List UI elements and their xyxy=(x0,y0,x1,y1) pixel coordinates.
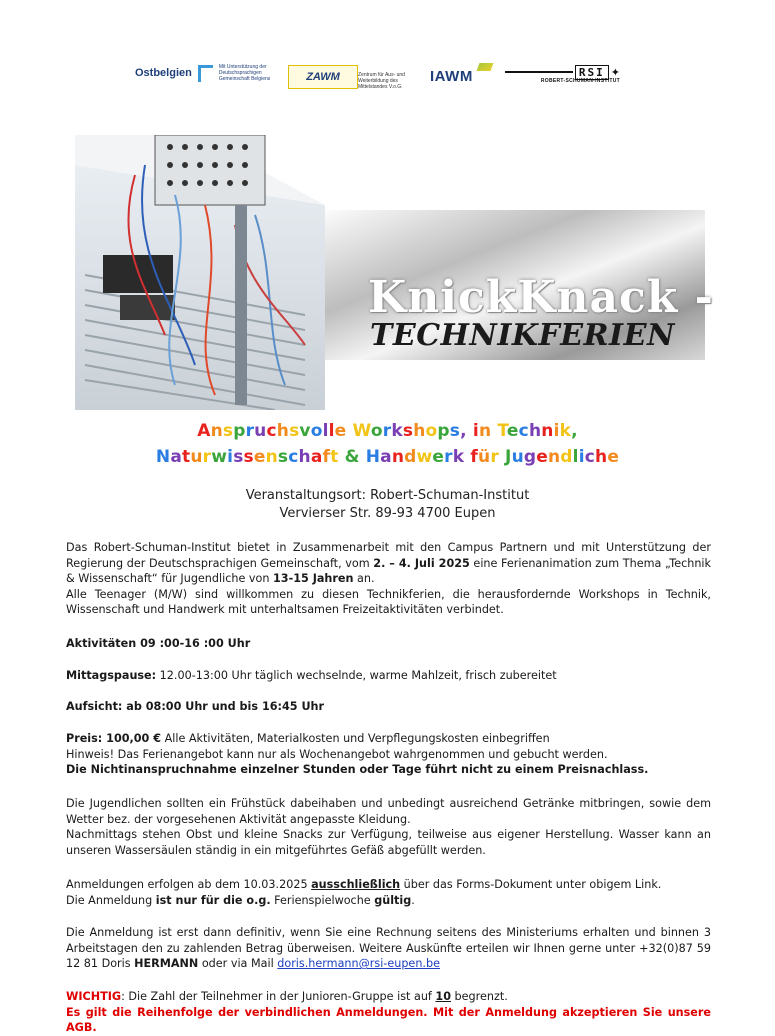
contact-email-link[interactable]: doris.hermann@rsi-eupen.be xyxy=(277,957,440,971)
headline-letter: l xyxy=(572,447,579,467)
headline-letter: c xyxy=(518,421,529,441)
price-label: Preis: 100,00 € xyxy=(66,732,162,745)
intro-text-b: eine Ferienanimation zum Thema „Technik & Wissenschaft“ für Jugendliche von xyxy=(66,556,711,586)
headline-letter: s xyxy=(402,421,414,441)
zawm-logo xyxy=(288,65,358,89)
lunch-label: Mittagspause: xyxy=(66,669,157,682)
headline-line-1 xyxy=(0,421,775,441)
headline-letter: t xyxy=(182,447,191,467)
intro-text-welcome: Alle Teenager (M/W) sind willkommen zu diesen Technikferien, die herausfordernde Workshops in Technik, Wissenschaft und Handwerk mit unterhaltsamen Freizeitaktivitäten verbindet. xyxy=(66,587,711,617)
headline-letter: , xyxy=(571,421,578,441)
registration-text-c: Die Anmeldung xyxy=(66,893,156,907)
headline-letter: t xyxy=(330,447,339,467)
headline-letter: h xyxy=(276,421,290,441)
registration-exclusive: ausschließlich xyxy=(311,878,401,891)
headline-letter: h xyxy=(298,447,311,467)
headline-letter: h xyxy=(413,421,426,441)
headline-letter: r xyxy=(245,421,255,441)
registration-valid: gültig xyxy=(374,893,412,907)
lunch-line xyxy=(66,668,711,684)
headline-letter: h xyxy=(595,447,608,467)
definitive-via: oder via Mail xyxy=(198,957,278,971)
iawm-logo: IAWM xyxy=(430,68,473,85)
definitive-text: Die Anmeldung ist erst dann definitiv, wenn Sie eine Rechnung seitens des Ministeriums erhalten und binnen 3 Arbeitstagen den zu zahlenden Betrag überweisen. Weitere Auskünfte erteilen wir Ihnen gerne unter +32(0)87 59 12 81 Doris xyxy=(66,926,711,971)
headline-letter: g xyxy=(523,447,537,467)
warning-line-1 xyxy=(66,989,711,1005)
headline-letter: & xyxy=(344,447,360,467)
headline-letter: i xyxy=(578,447,585,467)
headline-letter: d xyxy=(560,447,573,467)
price-text: Alle Aktivitäten, Materialkosten und Verpflegungskosten einbegriffen xyxy=(161,732,550,745)
headline-letter: n xyxy=(210,421,223,441)
headline-letter: w xyxy=(211,447,228,467)
headline-letter: u xyxy=(511,447,524,467)
warning-text: : Die Zahl der Teilnehmer in der Junioren-Gruppe ist auf xyxy=(121,990,436,1003)
headline-letter: e xyxy=(607,447,620,467)
headline-letter: o xyxy=(310,421,323,441)
headline-letter: s xyxy=(243,447,254,467)
age-range: 13-15 Jahren xyxy=(273,572,354,586)
headline-letter: u xyxy=(190,447,203,467)
headline-letter: f xyxy=(470,447,478,467)
headline-letter: N xyxy=(155,447,171,467)
headline-letter: n xyxy=(265,447,278,467)
intro-text-a: Das Robert-Schuman-Institut bietet in Zusammenarbeit mit den Campus Partnern und mit Unterstützung der Regierung der Deutschsprachigen Gemeinschaft, vom xyxy=(66,541,711,570)
headline-letter: r xyxy=(202,447,212,467)
headline-letter: l xyxy=(322,421,329,441)
headline-letter: e xyxy=(253,447,266,467)
headline-letter: h xyxy=(528,421,542,441)
banner-subtitle: TECHNIKFERIEN xyxy=(370,318,675,353)
headline-letter: i xyxy=(472,421,479,441)
registration-text-d: Ferienspielwoche xyxy=(270,893,375,907)
headline-letter: p xyxy=(437,421,450,441)
headline-letter: A xyxy=(197,421,211,441)
headline-letter: a xyxy=(170,447,183,467)
headline-line-2 xyxy=(0,447,775,467)
contact-name: HERMANN xyxy=(134,957,199,971)
headline-letter: n xyxy=(391,447,405,467)
registration-text-e: . xyxy=(411,893,415,907)
headline-letter: e xyxy=(432,447,445,467)
headline-letter: s xyxy=(233,447,244,467)
registration-only-for: ist nur für die o.g. xyxy=(155,893,271,907)
registration-block xyxy=(66,877,711,908)
headline-letter: n xyxy=(547,447,561,467)
activities-line xyxy=(66,636,711,652)
headline-letter: H xyxy=(365,447,381,467)
headline-letter: o xyxy=(425,421,438,441)
headline-letter: s xyxy=(222,421,234,441)
headline-letter: c xyxy=(288,447,299,467)
event-dates: 2. – 4. Juli 2025 xyxy=(373,556,470,570)
warning-limit-number: 10 xyxy=(435,990,451,1003)
zawm-subtext: Zentrum für Aus- und Weiterbildung des Mittelstandes V.o.G. xyxy=(358,72,405,90)
ostbelgien-subtext: Mit Unterstützung der Deutschsprachigen Gemeinschaft Belgiens xyxy=(218,64,271,82)
headline-letter: c xyxy=(584,447,596,467)
headline-letter: k xyxy=(559,421,572,441)
headline-letter: s xyxy=(289,421,300,441)
bring-text-1: Die Jugendlichen sollten ein Frühstück dabeihaben und unbedingt ausreichend Getränke mitbringen, sowie dem Wetter bez. der vorgesehenen Aktivität angepasste Kleidung. xyxy=(66,797,711,826)
bring-text-2: Nachmittags stehen Obst und kleine Snacks zur Verfügung, teilweise aus eigener Herstellung. Wasser kann an unseren Wassersäulen ständig in ein mitgeführtes Gefäß abgefüllt werden. xyxy=(66,828,711,857)
venue-line-2: Vervierser Str. 89-93 4700 Eupen xyxy=(279,506,496,521)
definitive-block xyxy=(66,925,711,972)
rsi-star-icon: ✦ xyxy=(610,65,620,79)
rsi-subtext: ROBERT-SCHUMAN-INSTITUT xyxy=(540,78,620,84)
headline-letter: a xyxy=(310,447,323,467)
headline-letter: ü xyxy=(478,447,491,467)
headline-letter: s xyxy=(277,447,289,467)
rsi-logo xyxy=(505,66,620,84)
headline-letter: s xyxy=(449,421,461,441)
headline-letter: i xyxy=(227,447,234,467)
ostbelgien-mark-icon xyxy=(198,65,213,82)
rsi-wordmark: RSI xyxy=(575,65,609,80)
headline-letter: n xyxy=(541,421,554,441)
headline-letter: T xyxy=(497,421,507,441)
venue-line-1: Veranstaltungsort: Robert-Schuman-Institut xyxy=(245,488,530,503)
headline-letter: e xyxy=(506,421,519,441)
headline-letter: i xyxy=(553,421,560,441)
intro-paragraph xyxy=(66,540,711,618)
headline-letter: k xyxy=(452,447,465,467)
headline-letter: J xyxy=(505,447,512,467)
iawm-flag-icon xyxy=(477,63,494,71)
headline-letter: , xyxy=(460,421,467,441)
headline-letter: a xyxy=(380,447,392,467)
headline-letter: r xyxy=(444,447,453,467)
supervision-hours: Aufsicht: ab 08:00 Uhr und bis 16:45 Uhr xyxy=(66,700,325,713)
headline-letter: c xyxy=(266,421,277,441)
headline-letter: d xyxy=(404,447,417,467)
warning-label: WICHTIG xyxy=(66,990,122,1003)
ostbelgien-wordmark: Ostbelgien xyxy=(135,67,192,79)
banner-title: KnickKnack - xyxy=(368,272,714,323)
headline-letter: e xyxy=(536,447,548,467)
headline-letter: o xyxy=(370,421,383,441)
rsi-rule xyxy=(505,71,573,73)
price-block xyxy=(66,731,711,778)
warning-block xyxy=(66,989,711,1036)
price-no-refund-note: Die Nichtinanspruchnahme einzelner Stunden oder Tage führt nicht zu einem Preisnachlass. xyxy=(66,763,649,777)
warning-line-2: Es gilt die Reihenfolge der verbindlichen Anmeldungen. Mit der Anmeldung akzeptieren Sie unsere AGB. xyxy=(66,1005,711,1035)
ostbelgien-logo xyxy=(135,64,277,82)
bring-block xyxy=(66,796,711,858)
warning-end: begrenzt. xyxy=(451,990,508,1003)
headline-letter: k xyxy=(391,421,403,441)
price-hint: Hinweis! Das Ferienangebot kann nur als Wochenangebot wahrgenommen und gebucht werden. xyxy=(66,747,608,761)
activities-hours: Aktivitäten 09 :00-16 :00 Uhr xyxy=(66,637,251,650)
headline-letter: w xyxy=(416,447,433,467)
headline-letter: f xyxy=(322,447,331,467)
lunch-text: 12.00-13:00 Uhr täglich wechselnde, warme Mahlzeit, frisch zubereitet xyxy=(156,669,557,682)
headline-letter: u xyxy=(254,421,267,441)
registration-text-b: über das Forms-Dokument unter obigem Link. xyxy=(400,878,662,891)
registration-text-a: Anmeldungen erfolgen ab dem 10.03.2025 xyxy=(66,878,312,891)
headline-letter: v xyxy=(299,421,311,441)
supervision-line xyxy=(66,699,711,715)
intro-text-c: an. xyxy=(353,572,375,586)
headline-letter: p xyxy=(233,421,246,441)
headline-letter: r xyxy=(382,421,392,441)
headline-letter: n xyxy=(478,421,492,441)
headline-letter: r xyxy=(490,447,499,467)
zawm-wordmark: ZAWM xyxy=(306,71,340,83)
headline-letter: W xyxy=(352,421,371,441)
headline-letter: l xyxy=(328,421,335,441)
headline-letter: e xyxy=(334,421,347,441)
